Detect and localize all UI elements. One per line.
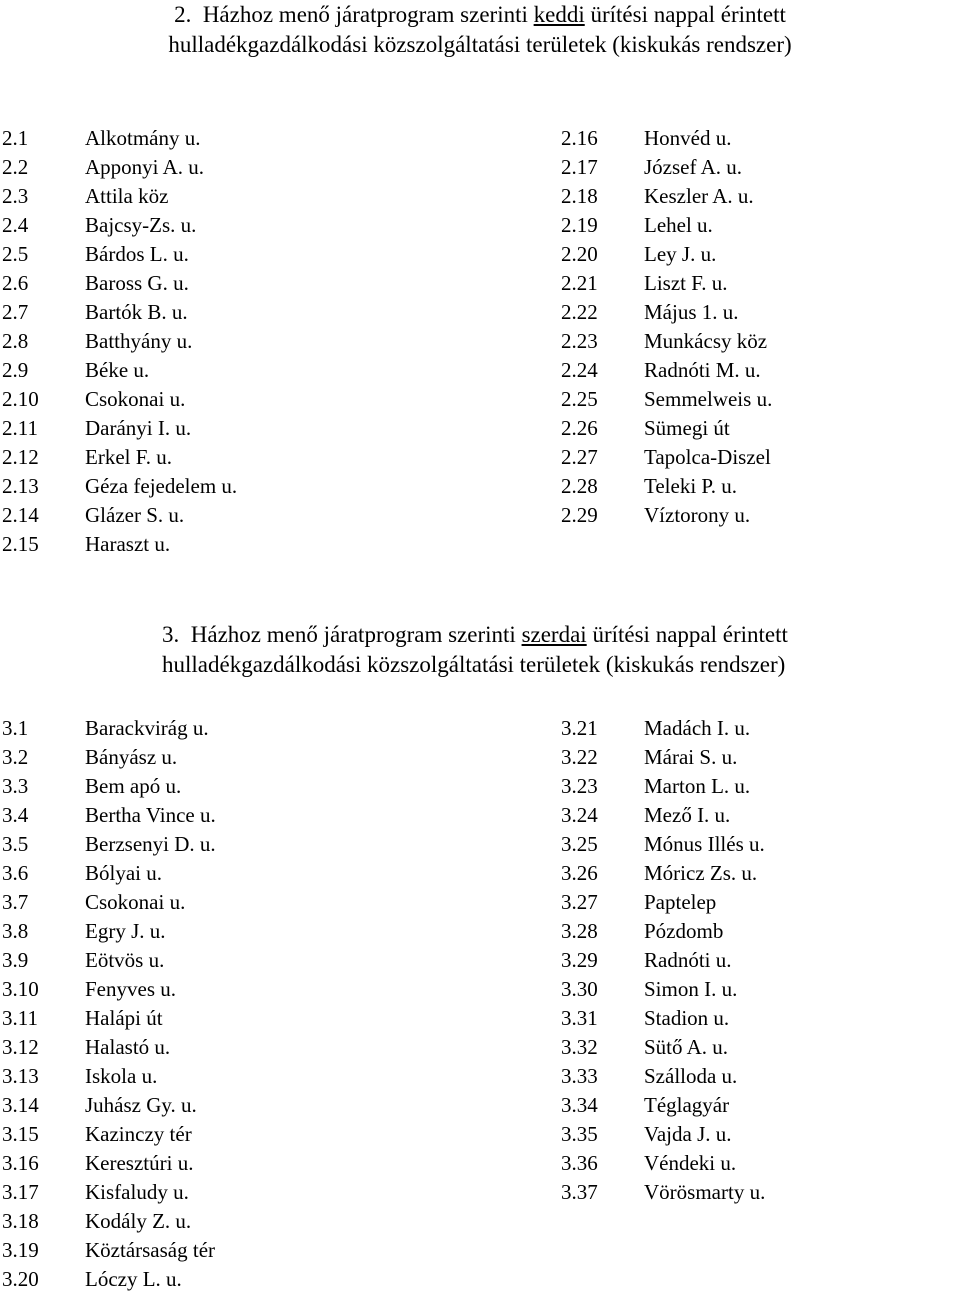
street-name: Egry J. u.: [85, 919, 166, 943]
item-number: 2.14: [2, 503, 39, 527]
street-name: Bertha Vince u.: [85, 803, 216, 827]
item-number: 3.9: [2, 948, 29, 972]
street-name: Stadion u.: [644, 1006, 730, 1030]
item-number: 3.15: [2, 1122, 39, 1146]
item-number: 2.18: [561, 184, 598, 208]
street-name: Honvéd u.: [644, 126, 732, 150]
street-name: József A. u.: [644, 155, 742, 179]
street-name: Lehel u.: [644, 213, 713, 237]
section-3-title-after: ürítési nappal érintett: [586, 622, 788, 647]
item-number: 3.14: [2, 1093, 39, 1117]
item-number: 3.31: [561, 1006, 598, 1030]
item-number: 2.7: [2, 300, 29, 324]
street-name: Bartók B. u.: [85, 300, 188, 324]
item-number: 2.25: [561, 387, 598, 411]
street-name: Fenyves u.: [85, 977, 176, 1001]
item-number: 2.15: [2, 532, 39, 556]
item-number: 2.8: [2, 329, 29, 353]
street-name: Lóczy L. u.: [85, 1267, 182, 1291]
section-3-number: 3.: [162, 622, 180, 647]
street-name: Bem apó u.: [85, 774, 182, 798]
item-number: 3.11: [2, 1006, 38, 1030]
street-name: Paptelep: [644, 890, 717, 914]
street-name: Móricz Zs. u.: [644, 861, 758, 885]
item-number: 3.35: [561, 1122, 598, 1146]
item-number: 2.21: [561, 271, 598, 295]
item-number: 2.22: [561, 300, 598, 324]
street-name: Bárdos L. u.: [85, 242, 189, 266]
street-name: Kodály Z. u.: [85, 1209, 192, 1233]
street-name: Keresztúri u.: [85, 1151, 194, 1175]
street-name: Simon I. u.: [644, 977, 738, 1001]
item-number: 2.10: [2, 387, 39, 411]
item-number: 3.3: [2, 774, 29, 798]
street-name: Pózdomb: [644, 919, 724, 943]
street-name: Csokonai u.: [85, 387, 186, 411]
street-name: Madách I. u.: [644, 716, 751, 740]
street-name: Köztársaság tér: [85, 1238, 216, 1262]
item-number: 3.36: [561, 1151, 598, 1175]
item-number: 2.3: [2, 184, 29, 208]
street-name: Batthyány u.: [85, 329, 193, 353]
street-name: Tapolca-Diszel: [644, 445, 771, 469]
street-name: Alkotmány u.: [85, 126, 201, 150]
item-number: 3.23: [561, 774, 598, 798]
item-number: 2.6: [2, 271, 29, 295]
item-number: 3.24: [561, 803, 598, 827]
street-name: Mező I. u.: [644, 803, 731, 827]
street-name: Darányi I. u.: [85, 416, 192, 440]
street-name: Vajda J. u.: [644, 1122, 732, 1146]
item-number: 2.12: [2, 445, 39, 469]
street-name: Haraszt u.: [85, 532, 171, 556]
street-name: Sütő A. u.: [644, 1035, 729, 1059]
item-number: 3.4: [2, 803, 29, 827]
street-name: Vörösmarty u.: [644, 1180, 766, 1204]
item-number: 3.6: [2, 861, 29, 885]
item-number: 2.17: [561, 155, 598, 179]
street-name: Halastó u.: [85, 1035, 171, 1059]
street-name: Marton L. u.: [644, 774, 751, 798]
street-name: Mónus Illés u.: [644, 832, 765, 856]
section-3-heading-line2: hulladékgazdálkodási közszolgáltatási területek (kiskukás rendszer): [162, 652, 786, 677]
street-name: Kisfaludy u.: [85, 1180, 189, 1204]
street-name: Juhász Gy. u.: [85, 1093, 197, 1117]
item-number: 3.32: [561, 1035, 598, 1059]
item-number: 3.27: [561, 890, 598, 914]
street-name: Bólyai u.: [85, 861, 162, 885]
item-number: 3.20: [2, 1267, 39, 1291]
item-number: 3.5: [2, 832, 29, 856]
item-number: 3.22: [561, 745, 598, 769]
street-name: Radnóti M. u.: [644, 358, 761, 382]
street-name: Eötvös u.: [85, 948, 165, 972]
item-number: 3.16: [2, 1151, 39, 1175]
item-number: 3.1: [2, 716, 29, 740]
item-number: 2.27: [561, 445, 598, 469]
street-name: Sümegi út: [644, 416, 730, 440]
item-number: 3.17: [2, 1180, 39, 1204]
item-number: 3.33: [561, 1064, 598, 1088]
item-number: 2.23: [561, 329, 598, 353]
item-number: 3.12: [2, 1035, 39, 1059]
item-number: 2.24: [561, 358, 598, 382]
street-name: Téglagyár: [644, 1093, 730, 1117]
item-number: 3.26: [561, 861, 598, 885]
street-name: Véndeki u.: [644, 1151, 737, 1175]
street-name: Szálloda u.: [644, 1064, 738, 1088]
street-name: Barackvirág u.: [85, 716, 209, 740]
item-number: 3.25: [561, 832, 598, 856]
street-name: Munkácsy köz: [644, 329, 768, 353]
street-name: Erkel F. u.: [85, 445, 172, 469]
street-name: Baross G. u.: [85, 271, 189, 295]
street-name: Géza fejedelem u.: [85, 474, 238, 498]
item-number: 2.2: [2, 155, 29, 179]
item-number: 3.18: [2, 1209, 39, 1233]
section-2-title-before: Házhoz menő járatprogram szerinti: [202, 2, 534, 27]
item-number: 3.2: [2, 745, 29, 769]
item-number: 3.28: [561, 919, 598, 943]
item-number: 2.28: [561, 474, 598, 498]
street-name: Berzsenyi D. u.: [85, 832, 216, 856]
street-name: Iskola u.: [85, 1064, 158, 1088]
item-number: 3.30: [561, 977, 598, 1001]
item-number: 3.29: [561, 948, 598, 972]
street-name: Liszt F. u.: [644, 271, 728, 295]
item-number: 3.13: [2, 1064, 39, 1088]
item-number: 3.8: [2, 919, 29, 943]
street-name: Keszler A. u.: [644, 184, 754, 208]
street-name: Glázer S. u.: [85, 503, 185, 527]
item-number: 2.16: [561, 126, 598, 150]
section-2-heading: [0, 0, 960, 60]
street-name: Apponyi A. u.: [85, 155, 205, 179]
street-name: Kazinczy tér: [85, 1122, 192, 1146]
street-name: Bányász u.: [85, 745, 178, 769]
item-number: 3.34: [561, 1093, 598, 1117]
item-number: 2.4: [2, 213, 29, 237]
street-name: Halápi út: [85, 1006, 163, 1030]
street-name: Csokonai u.: [85, 890, 186, 914]
item-number: 3.19: [2, 1238, 39, 1262]
section-3-day: szerdai: [521, 622, 587, 647]
street-name: Semmelweis u.: [644, 387, 773, 411]
street-name: Teleki P. u.: [644, 474, 738, 498]
street-name: Béke u.: [85, 358, 150, 382]
street-name: Víztorony u.: [644, 503, 751, 527]
section-3-heading: [0, 620, 960, 680]
item-number: 2.20: [561, 242, 598, 266]
item-number: 3.7: [2, 890, 29, 914]
street-name: Bajcsy-Zs. u.: [85, 213, 197, 237]
street-name: Május 1. u.: [644, 300, 739, 324]
section-2-heading-line1: [0, 0, 960, 30]
item-number: 2.1: [2, 126, 29, 150]
section-2-title-after: ürítési nappal érintett: [584, 2, 786, 27]
item-number: 2.13: [2, 474, 39, 498]
street-name: Márai S. u.: [644, 745, 738, 769]
item-number: 3.10: [2, 977, 39, 1001]
item-number: 2.26: [561, 416, 598, 440]
item-number: 2.29: [561, 503, 598, 527]
section-2-day: keddi: [533, 2, 585, 27]
item-number: 3.37: [561, 1180, 598, 1204]
street-name: Attila köz: [85, 184, 169, 208]
section-2-heading-line2: hulladékgazdálkodási közszolgáltatási területek (kiskukás rendszer): [168, 32, 792, 57]
item-number: 2.11: [2, 416, 38, 440]
item-number: 3.21: [561, 716, 598, 740]
street-name: Ley J. u.: [644, 242, 717, 266]
street-name: Radnóti u.: [644, 948, 732, 972]
section-3-title-before: Házhoz menő járatprogram szerinti: [190, 622, 522, 647]
item-number: 2.19: [561, 213, 598, 237]
item-number: 2.5: [2, 242, 29, 266]
item-number: 2.9: [2, 358, 29, 382]
section-3-heading-line1: [0, 620, 960, 650]
section-2-number: 2.: [174, 2, 192, 27]
